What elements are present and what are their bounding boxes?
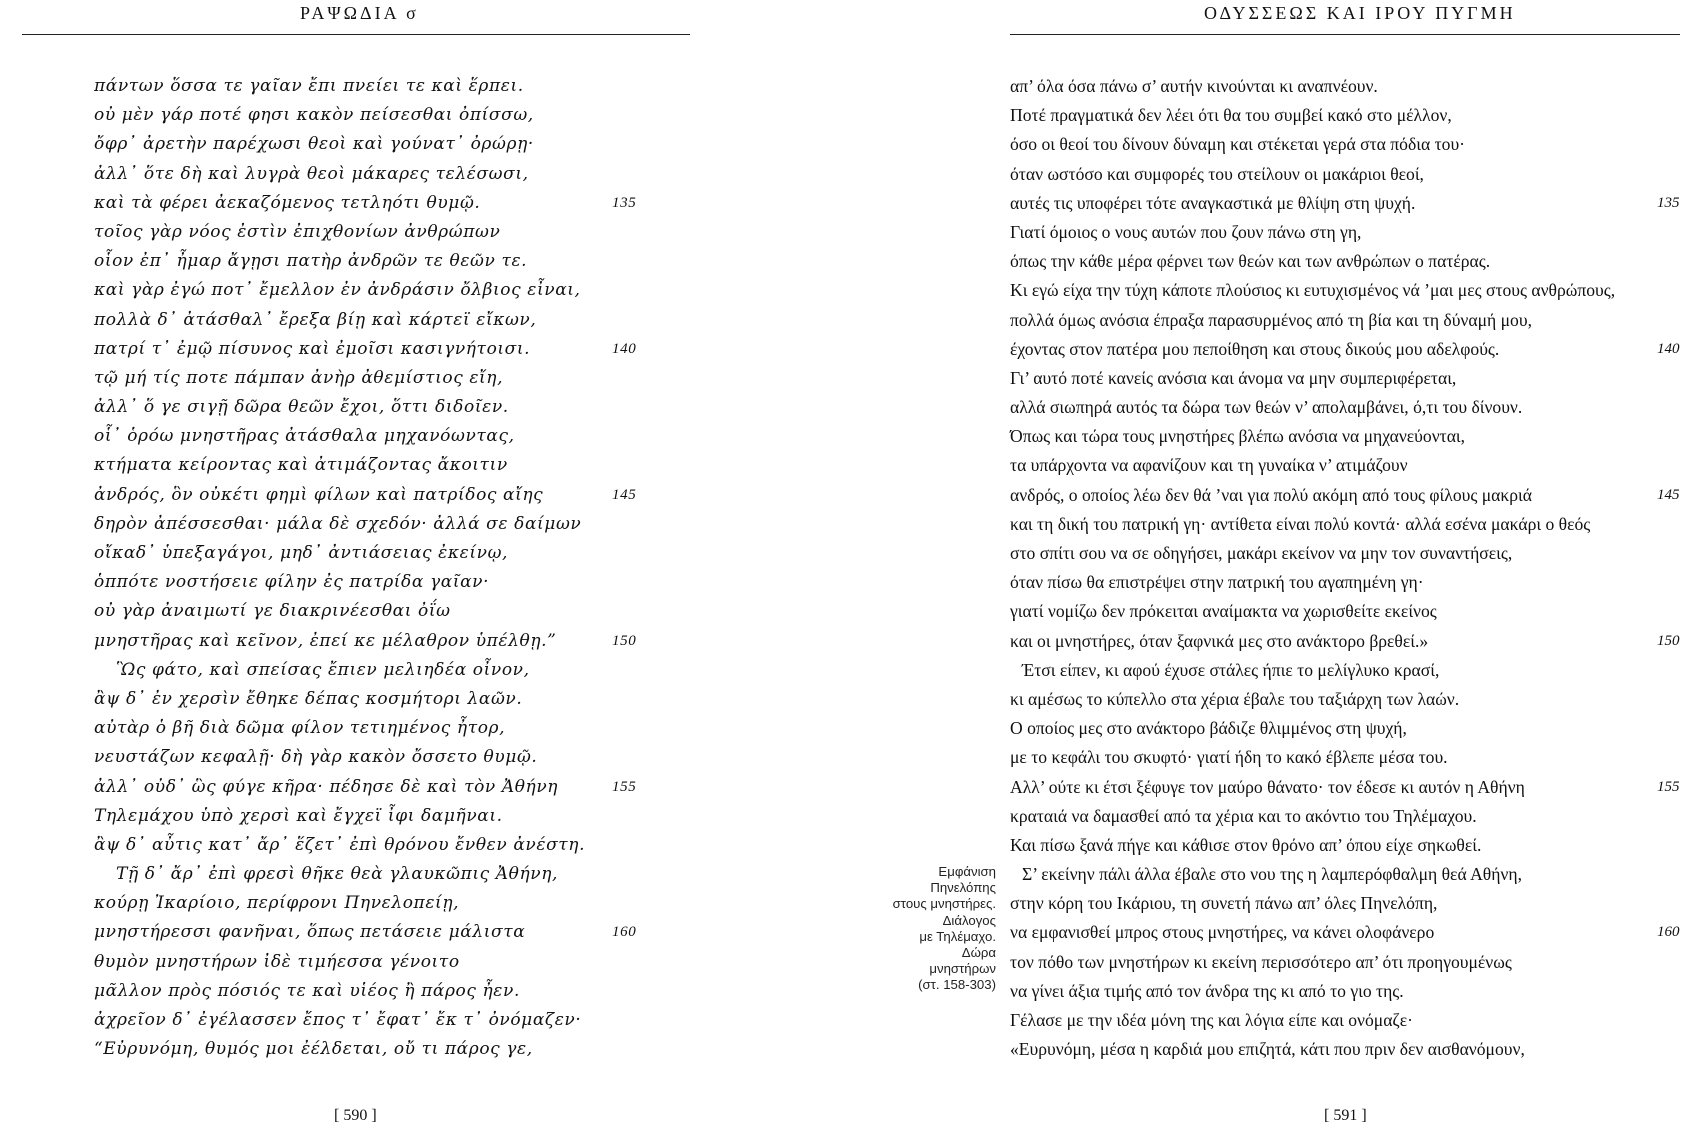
verse-line: [94, 597, 654, 626]
verse-line: [1010, 189, 1680, 218]
verse-line: [94, 72, 654, 101]
verse-line: [1010, 597, 1670, 626]
verse-text: Γιατί όμοιος ο νους αυτών που ζουν πάνω στη γη,: [1010, 221, 1362, 242]
verse-text: δηρὸν ἀπέσσεσθαι· μάλα δὲ σχεδόν· ἀλλά σε δαίμων: [94, 513, 582, 534]
verse-line: [94, 977, 654, 1006]
verse-line: [94, 831, 654, 860]
line-number: 145: [1657, 486, 1680, 503]
verse-text: νευστάζων κεφαλῇ· δὴ γὰρ κακὸν ὄσσετο θυμῷ.: [94, 747, 538, 768]
verse-line: [1010, 335, 1680, 364]
verse-line: [1010, 160, 1670, 189]
running-head-right: ΟΔΥΣΣΕΩΣ ΚΑΙ ΙΡΟΥ ΠΥΓΜΗ: [1204, 3, 1516, 23]
verse-text: ἂψ δ᾽ ἐν χερσὶν ἔθηκε δέπας κοσμήτορι λαῶν.: [94, 688, 523, 709]
margin-note-line: Διάλογος: [942, 912, 996, 928]
verse-line: [1010, 130, 1670, 159]
greek-verse-block: [94, 72, 654, 1064]
verse-text: Ποτέ πραγματικά δεν λέει ότι θα του συμβεί κακό στο μέλλον,: [1010, 105, 1452, 126]
line-number: 150: [1657, 632, 1680, 649]
verse-line: [94, 335, 654, 364]
verse-text: Γι’ αυτό ποτέ κανείς ανόσια και άνομα να μην συμπεριφέρεται,: [1010, 367, 1457, 388]
verse-text: πολλὰ δ᾽ ἀτάσθαλ᾽ ἔρεξα βίῃ καὶ κάρτεϊ εἴκων,: [94, 309, 537, 330]
line-number: 160: [1657, 924, 1680, 941]
margin-note-line: Εμφάνιση: [938, 864, 996, 879]
verse-line: [1010, 831, 1670, 860]
verse-text: αυτές τις υποφέρει τότε αναγκαστικά με θλίψη στη ψυχή.: [1010, 192, 1416, 213]
verse-line: [1010, 773, 1680, 802]
verse-line: [1010, 889, 1670, 918]
verse-text: μᾶλλον πρὸς πόσιός τε καὶ υἱέος ἢ πάρος ἦεν.: [94, 980, 520, 1001]
verse-line: [1010, 422, 1670, 451]
line-number: 140: [1657, 340, 1680, 357]
verse-line: [94, 1006, 654, 1035]
header-rule-left: [22, 34, 690, 35]
running-head-left: ΡΑΨΩΔΙΑ σ: [300, 3, 419, 23]
verse-text: Σ’ εκείνην πάλι άλλα έβαλε στο νου της η λαμπερόφθαλμη θεά Αθήνη,: [1022, 864, 1522, 885]
margin-note-line: μνηστήρων: [929, 961, 996, 977]
verse-line: [94, 510, 654, 539]
verse-text: ἀλλ᾽ οὐδ᾽ ὣς φύγε κῆρα· πέδησε δὲ καὶ τὸν Ἀθήνη: [94, 776, 559, 797]
verse-line: [94, 276, 654, 305]
verse-line: [1010, 918, 1680, 947]
verse-line: [1010, 364, 1670, 393]
verse-text: Αλλ’ ούτε κι έτσι ξέφυγε τον μαύρο θάνατο· τον έδεσε κι αυτόν η Αθήνη: [1010, 776, 1525, 797]
margin-note-line: Δώρα: [961, 945, 996, 961]
verse-text: θυμὸν μνηστήρων ἰδὲ τιμήεσσα γένοιτο: [94, 951, 460, 972]
verse-text: κραταιά να δαμασθεί από τα χέρια και το ακόντιο του Τηλέμαχου.: [1010, 805, 1477, 826]
verse-text: όταν ωστόσο και συμφορές του στείλουν οι μακάριοι θεοί,: [1010, 163, 1424, 184]
line-number: 135: [1657, 194, 1680, 211]
verse-line: [1010, 306, 1670, 335]
right-page: [1010, 0, 1694, 1145]
line-number: 155: [612, 778, 637, 795]
page-number-left: [ 590 ]: [334, 1107, 377, 1124]
verse-text: και οι μνηστήρες, όταν ξαφνικά μες στο ανάκτορο βρεθεί.»: [1010, 630, 1429, 651]
verse-text: τον πόθο των μνηστήρων κι εκείνη περισσότερο απ’ ότι προηγουμένως: [1010, 951, 1512, 972]
margin-note-line: Πηνελόπης: [930, 880, 996, 896]
verse-line: [1010, 218, 1670, 247]
verse-text: καὶ γὰρ ἐγώ ποτ᾽ ἔμελλον ἐν ἀνδράσιν ὄλβιος εἶναι,: [94, 280, 581, 301]
verse-text: μνηστῆρας καὶ κεῖνον, ἐπεί κε μέλαθρον ὑπέλθῃ.”: [94, 630, 557, 651]
verse-text: όταν πίσω θα επιστρέψει στην πατρική του αγαπημένη γη·: [1010, 572, 1424, 593]
verse-line: [94, 656, 654, 685]
verse-text: στην κόρη του Ικάριου, τη συνετή πάνω απ’ όλες Πηνελόπη,: [1010, 893, 1438, 914]
verse-line: [94, 627, 654, 656]
verse-line: [94, 773, 654, 802]
line-number: 150: [612, 632, 637, 649]
verse-line: [94, 451, 654, 480]
verse-text: απ’ όλα όσα πάνω σ’ αυτήν κινούνται κι αναπνέουν.: [1010, 76, 1378, 96]
header-rule-right: [1010, 34, 1680, 35]
verse-line: [1010, 860, 1670, 889]
verse-line: [1010, 802, 1670, 831]
verse-text: τῷ μή τίς ποτε πάμπαν ἀνὴρ ἀθεμίστιος εἴη,: [94, 367, 504, 388]
verse-line: [1010, 1006, 1670, 1035]
verse-text: οἴκαδ᾽ ὑπεξαγάγοι, μηδ᾽ ἀντιάσειας ἐκείνῳ,: [94, 543, 509, 563]
verse-text: Κι εγώ είχα την τύχη κάποτε πλούσιος κι ευτυχισμένος νά ’μαι μες στους ανθρώπους,: [1010, 280, 1616, 301]
verse-line: [1010, 714, 1670, 743]
verse-line: [1010, 451, 1670, 480]
verse-text: και τη δική του πατρική γη· αντίθετα είναι πολύ κοντά· αλλά εσένα μακάρι ο θεός: [1010, 513, 1591, 534]
verse-line: [1010, 568, 1670, 597]
verse-text: όπως την κάθε μέρα φέρνει των θεών και των ανθρώπων ο πατέρας.: [1010, 251, 1491, 272]
line-number: 155: [1657, 778, 1680, 795]
verse-line: [94, 422, 654, 451]
verse-text: καὶ τὰ φέρει ἀεκαζόμενος τετληότι θυμῷ.: [94, 192, 481, 213]
verse-line: [94, 568, 654, 597]
verse-text: ἂψ δ᾽ αὖτις κατ᾽ ἄρ᾽ ἕζετ᾽ ἐπὶ θρόνου ἔνθεν ἀνέστη.: [94, 834, 586, 855]
verse-text: Έτσι είπεν, κι αφού έχυσε στάλες ήπιε το μελίγλυκο κρασί,: [1022, 659, 1440, 680]
verse-text: Ὣς φάτο, καὶ σπείσας ἔπιεν μελιηδέα οἶνον,: [116, 659, 530, 680]
verse-text: κι αμέσως το κύπελλο στα χέρια έβαλε του ταξιάρχη των λαών.: [1010, 688, 1460, 709]
verse-line: [1010, 247, 1670, 276]
verse-line: [94, 685, 654, 714]
verse-text: Ο οποίος μες στο ανάκτορο βάδιζε θλιμμένος στη ψυχή,: [1010, 718, 1407, 739]
verse-line: [1010, 1035, 1670, 1064]
verse-line: [94, 364, 654, 393]
verse-line: [94, 101, 654, 130]
verse-line: [94, 860, 654, 889]
verse-line: [94, 189, 654, 218]
verse-text: πατρί τ᾽ ἐμῷ πίσυνος καὶ ἐμοῖσι κασιγνήτοισι.: [94, 338, 531, 359]
verse-line: [1010, 276, 1670, 305]
verse-line: [1010, 977, 1670, 1006]
verse-text: πάντων ὅσσα τε γαῖαν ἔπι πνείει τε καὶ ἕρπει.: [94, 76, 524, 96]
verse-line: [94, 160, 654, 189]
verse-line: [94, 948, 654, 977]
modern-translation-block: [1010, 72, 1680, 1064]
verse-text: ἀχρεῖον δ᾽ ἐγέλασσεν ἔπος τ᾽ ἔφατ᾽ ἔκ τ᾽ ὀνόμαζεν·: [94, 1010, 582, 1030]
verse-text: Και πίσω ξανά πήγε και κάθισε στον θρόνο απ’ όπου είχε σηκωθεί.: [1010, 834, 1482, 855]
verse-text: οἷ᾽ ὁρόω μνηστῆρας ἀτάσθαλα μηχανόωντας,: [94, 426, 515, 447]
verse-line: [1010, 72, 1670, 101]
verse-text: ὄφρ᾽ ἀρετὴν παρέχωσι θεοὶ καὶ γούνατ᾽ ὀρώρῃ·: [94, 134, 534, 155]
verse-line: [94, 481, 654, 510]
verse-text: ανδρός, ο οποίος λέω δεν θά ’ναι για πολύ ακόμη από τους φίλους μακριά: [1010, 484, 1532, 505]
verse-text: «Ευρυνόμη, μέσα η καρδιά μου επιζητά, κάτι που πριν δεν αισθανόμουν,: [1010, 1039, 1525, 1060]
verse-line: [94, 306, 654, 335]
verse-line: [94, 393, 654, 422]
margin-note-line: στους μνηστήρες.: [892, 896, 996, 912]
verse-text: με το κεφάλι του σκυφτό· γιατί ήδη το κακό έβλεπε μέσα του.: [1010, 747, 1448, 768]
verse-text: αὐτὰρ ὁ βῆ διὰ δῶμα φίλον τετιημένος ἦτορ,: [94, 718, 506, 739]
verse-line: [94, 1035, 654, 1064]
verse-line: [94, 889, 654, 918]
verse-text: ἀλλ᾽ ὅ γε σιγῇ δῶρα θεῶν ἔχοι, ὅττι διδοῖεν.: [94, 397, 509, 418]
verse-text: να γίνει άξια τιμής από τον άνδρα της κι από το γιο της.: [1010, 980, 1404, 1001]
verse-line: [94, 218, 654, 247]
verse-line: [94, 714, 654, 743]
verse-line: [94, 539, 654, 568]
verse-text: τοῖος γὰρ νόος ἐστὶν ἐπιχθονίων ἀνθρώπων: [94, 221, 501, 242]
verse-text: οὐ γὰρ ἀναιμωτί γε διακρινέεσθαι ὀΐω: [94, 601, 451, 622]
verse-text: γιατί νομίζω δεν πρόκειται αναίμακτα να χωρισθείτε εκείνος: [1010, 601, 1437, 622]
verse-line: [1010, 101, 1670, 130]
verse-text: Τῇ δ᾽ ἄρ᾽ ἐπὶ φρεσὶ θῆκε θεὰ γλαυκῶπις Ἀθήνη,: [116, 864, 558, 885]
verse-text: αλλά σιωπηρά αυτός τα δώρα των θεών ν’ απολαμβάνει, ό,τι του δίνουν.: [1010, 397, 1523, 418]
verse-line: [1010, 393, 1670, 422]
margin-note-line: (στ. 158-303): [918, 977, 996, 993]
left-page: [0, 0, 720, 1145]
verse-text: τα υπάρχοντα να αφανίζουν και τη γυναίκα ν’ ατιμάζουν: [1010, 455, 1408, 476]
verse-line: [94, 130, 654, 159]
line-number: 145: [612, 486, 637, 503]
verse-text: πολλά όμως ανόσια έπραξα παρασυρμένος από τη βία και τη δύναμή μου,: [1010, 309, 1532, 330]
verse-line: [1010, 539, 1670, 568]
verse-text: ἀλλ᾽ ὅτε δὴ καὶ λυγρὰ θεοὶ μάκαρες τελέσωσι,: [94, 163, 529, 184]
line-number: 160: [612, 924, 637, 941]
verse-text: “Εὐρυνόμη, θυμός μοι ἐέλδεται, οὔ τι πάρος γε,: [94, 1039, 533, 1060]
verse-line: [94, 743, 654, 772]
margin-note-line: με Τηλέμαχο.: [919, 928, 996, 944]
verse-text: μνηστήρεσσι φανῆναι, ὅπως πετάσειε μάλιστα: [94, 922, 526, 943]
verse-line: [1010, 627, 1680, 656]
verse-text: έχοντας στον πατέρα μου πεποίθηση και στους δικούς μου αδελφούς.: [1010, 338, 1500, 359]
verse-line: [94, 802, 654, 831]
verse-line: [94, 247, 654, 276]
verse-text: στο σπίτι σου να σε οδηγήσει, μακάρι εκείνον να μην τον συναντήσεις,: [1010, 543, 1513, 563]
verse-text: ὁππότε νοστήσειε φίλην ἐς πατρίδα γαῖαν·: [94, 572, 490, 593]
line-number: 135: [612, 194, 637, 211]
verse-text: κτήματα κείροντας καὶ ἀτιμάζοντας ἄκοιτιν: [94, 455, 508, 476]
verse-line: [1010, 743, 1670, 772]
verse-text: να εμφανισθεί μπρος στους μνηστήρες, να κάνει ολοφάνερο: [1010, 922, 1435, 943]
verse-text: οὐ μὲν γάρ ποτέ φησι κακὸν πείσεσθαι ὀπίσσω,: [94, 105, 534, 126]
verse-text: Τηλεμάχου ὑπὸ χερσὶ καὶ ἔγχεϊ ἶφι δαμῆναι.: [94, 805, 503, 826]
verse-line: [1010, 948, 1670, 977]
verse-line: [1010, 510, 1670, 539]
verse-text: Όπως και τώρα τους μνηστήρες βλέπω ανόσια να μηχανεύονται,: [1010, 426, 1466, 447]
verse-text: κούρῃ Ἰκαρίοιο, περίφρονι Πηνελοπείῃ,: [94, 893, 460, 914]
verse-line: [1010, 656, 1670, 685]
verse-line: [94, 918, 654, 947]
page-number-right: [ 591 ]: [1324, 1107, 1367, 1124]
verse-text: ἀνδρός, ὃν οὐκέτι φημὶ φίλων καὶ πατρίδος αἴης: [94, 484, 544, 505]
margin-note: [860, 864, 996, 994]
verse-line: [1010, 481, 1680, 510]
verse-text: οἷον ἐπ᾽ ἦμαρ ἄγῃσι πατὴρ ἀνδρῶν τε θεῶν τε.: [94, 251, 528, 272]
line-number: 140: [612, 340, 637, 357]
verse-line: [1010, 685, 1670, 714]
verse-text: Γέλασε με την ιδέα μόνη της και λόγια είπε και ονόμαζε·: [1010, 1010, 1413, 1030]
verse-text: όσο οι θεοί του δίνουν δύναμη και στέκεται γερά στα πόδια του·: [1010, 134, 1466, 155]
